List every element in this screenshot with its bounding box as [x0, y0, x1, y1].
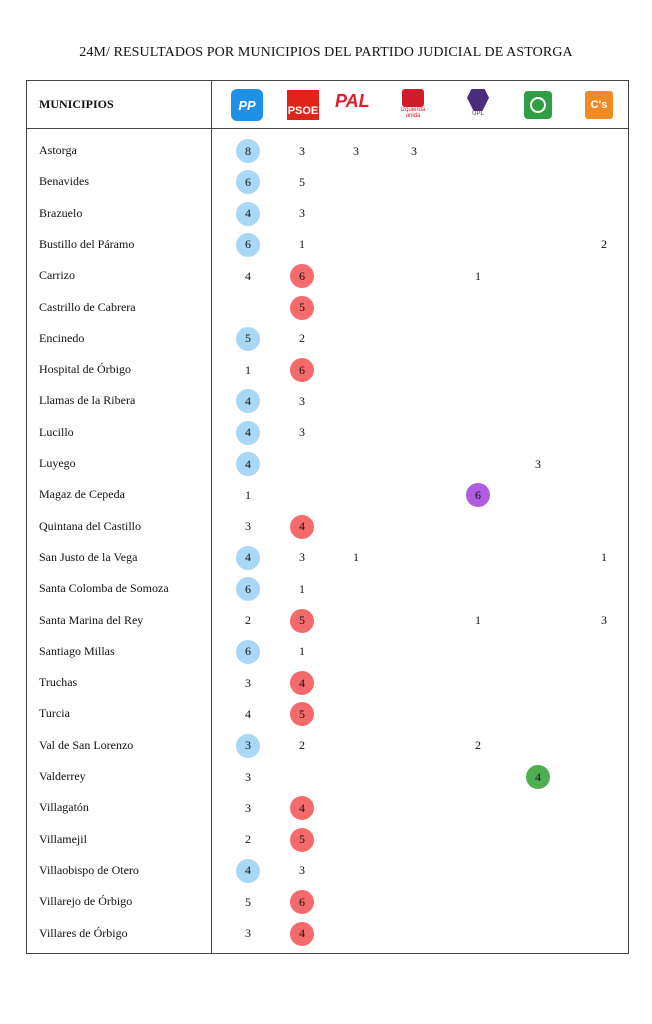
seat-count-pp: 6 [236, 233, 260, 257]
header-divider [27, 128, 628, 129]
table-row [27, 919, 628, 950]
table-row [27, 606, 628, 637]
table-row [27, 762, 628, 793]
table-row [27, 418, 628, 449]
table-row [27, 480, 628, 511]
municipio-name: Castrillo de Cabrera [39, 299, 136, 314]
municipio-name: Quintana del Castillo [39, 518, 141, 533]
seat-count-pp: 1 [245, 487, 251, 502]
seat-count-pp: 6 [236, 640, 260, 664]
seat-count-pp: 6 [236, 577, 260, 601]
municipio-name: Brazuelo [39, 205, 83, 220]
seat-count-psoe: 6 [290, 890, 314, 914]
municipio-name: Encinedo [39, 330, 85, 345]
cs-logo-icon [585, 91, 613, 119]
table-row [27, 887, 628, 918]
table-row [27, 512, 628, 543]
seat-count-psoe: 3 [299, 863, 305, 878]
seat-count-iu: 3 [411, 143, 417, 158]
municipio-name: Astorga [39, 143, 77, 157]
green-party-logo-icon [524, 91, 552, 119]
seat-count-pal: 1 [353, 550, 359, 565]
municipio-name: Llamas de la Ribera [39, 393, 136, 408]
seat-count-psoe: 1 [299, 581, 305, 596]
municipio-name: Valderrey [39, 769, 86, 783]
psoe-logo-icon [287, 90, 319, 120]
seat-count-upl: 2 [475, 738, 481, 753]
seat-count-psoe: 4 [290, 796, 314, 820]
table-row [27, 793, 628, 824]
seat-count-pp: 3 [236, 734, 260, 758]
municipio-name: Bustillo del Páramo [39, 236, 135, 251]
seat-count-psoe: 5 [290, 609, 314, 633]
pal-logo-icon [335, 91, 379, 121]
seat-count-pal: 3 [353, 143, 359, 158]
seat-count-pp: 8 [236, 139, 260, 163]
table-row [27, 324, 628, 355]
seat-count-pp: 3 [245, 675, 251, 690]
seat-count-psoe: 5 [290, 296, 314, 320]
table-row [27, 199, 628, 230]
table-row [27, 449, 628, 480]
municipio-name: Lucillo [39, 424, 74, 439]
municipio-name: Carrizo [39, 268, 75, 283]
seat-count-upl: 1 [475, 268, 481, 283]
seat-count-psoe: 6 [290, 264, 314, 288]
municipio-name: Santa Colomba de Somoza [39, 581, 169, 596]
table-row [27, 637, 628, 668]
seat-count-pp: 3 [245, 519, 251, 534]
table-row [27, 731, 628, 762]
iu-mark-icon [402, 89, 424, 107]
page-title: 24M/ RESULTADOS POR MUNICIPIOS DEL PARTIDO JUDICIAL DE ASTORGA [79, 45, 573, 60]
seat-count-pp: 6 [236, 170, 260, 194]
green-party-mark-icon [530, 97, 546, 113]
table-row [27, 230, 628, 261]
municipio-name: San Justo de la Vega [39, 549, 138, 564]
iu-logo-icon [395, 89, 431, 119]
municipio-name: Villarejo de Órbigo [39, 894, 133, 909]
table-row [27, 355, 628, 386]
seat-count-pp: 4 [236, 859, 260, 883]
seat-count-pp: 2 [245, 613, 251, 627]
seat-count-psoe: 6 [290, 358, 314, 382]
municipio-name: Villaobispo de Otero [39, 862, 139, 877]
seat-count-psoe: 3 [299, 143, 305, 158]
seat-count-cs: 3 [601, 613, 607, 627]
upl-logo-icon [464, 89, 492, 121]
municipio-name: Santiago Millas [39, 643, 115, 658]
table-row [27, 543, 628, 574]
seat-count-psoe: 1 [299, 644, 305, 659]
municipio-name: Santa Marina del Rey [39, 612, 144, 627]
municipio-name: Villamejil [39, 831, 87, 846]
municipio-name: Benavides [39, 174, 89, 189]
table-row [27, 825, 628, 856]
seat-count-pp: 5 [236, 327, 260, 351]
seat-count-pp: 4 [236, 389, 260, 413]
seat-count-psoe: 5 [299, 174, 305, 189]
table-row [27, 574, 628, 605]
seat-count-green: 4 [526, 765, 550, 789]
seat-count-psoe: 1 [299, 237, 305, 252]
upl-logo-text: UPL [472, 111, 484, 117]
seat-count-pp: 5 [245, 894, 251, 909]
seat-count-psoe: 3 [299, 393, 305, 408]
municipio-name: Villagatón [39, 800, 89, 815]
seat-count-pp: 4 [245, 706, 251, 721]
results-table [26, 80, 629, 954]
seat-count-pp: 4 [236, 452, 260, 476]
municipio-name: Luyego [39, 456, 76, 470]
seat-count-pp: 4 [236, 421, 260, 445]
table-row [27, 293, 628, 324]
seat-count-pp: 4 [236, 546, 260, 570]
seat-count-psoe: 4 [290, 922, 314, 946]
seat-count-upl: 6 [466, 483, 490, 507]
seat-count-pp: 1 [245, 362, 251, 377]
seat-count-pp: 3 [245, 926, 251, 940]
seat-count-psoe: 3 [299, 425, 305, 440]
seat-count-cs: 1 [601, 550, 607, 565]
pal-logo-text: PAL [335, 91, 370, 111]
table-row [27, 668, 628, 699]
table-row [27, 699, 628, 730]
municipio-name: Magaz de Cepeda [39, 487, 125, 502]
seat-count-pp: 3 [245, 800, 251, 815]
cs-logo-text: C's [590, 99, 608, 111]
seat-count-pp: 4 [245, 268, 251, 283]
seat-count-psoe: 3 [299, 206, 305, 221]
municipio-name: Val de San Lorenzo [39, 737, 134, 752]
seat-count-psoe: 2 [299, 738, 305, 753]
pp-logo-text: PP [238, 97, 256, 113]
municipio-name: Villares de Órbigo [39, 925, 128, 940]
municipio-name: Truchas [39, 675, 78, 690]
seat-count-psoe: 2 [299, 331, 305, 346]
psoe-logo-text: PSOE [287, 105, 319, 117]
table-row [27, 261, 628, 292]
table-row [27, 386, 628, 417]
upl-mark-icon [467, 89, 489, 111]
seat-count-psoe: 4 [290, 671, 314, 695]
seat-count-upl: 1 [475, 613, 481, 627]
pp-logo-icon [231, 89, 263, 121]
table-row [27, 167, 628, 198]
seat-count-psoe: 3 [299, 550, 305, 565]
table-row [27, 856, 628, 887]
municipios-header: MUNICIPIOS [39, 97, 114, 111]
municipio-name: Turcia [39, 706, 70, 721]
seat-count-psoe: 4 [290, 515, 314, 539]
seat-count-pp: 4 [236, 202, 260, 226]
seat-count-pp: 3 [245, 769, 251, 784]
seat-count-green: 3 [535, 456, 541, 471]
seat-count-psoe: 5 [290, 702, 314, 726]
municipio-name: Hospital de Órbigo [39, 362, 131, 377]
table-row [27, 136, 628, 167]
seat-count-psoe: 5 [290, 828, 314, 852]
iu-logo-text: izquierda unida [400, 107, 426, 119]
seat-count-cs: 2 [601, 237, 607, 252]
seat-count-pp: 2 [245, 832, 251, 847]
